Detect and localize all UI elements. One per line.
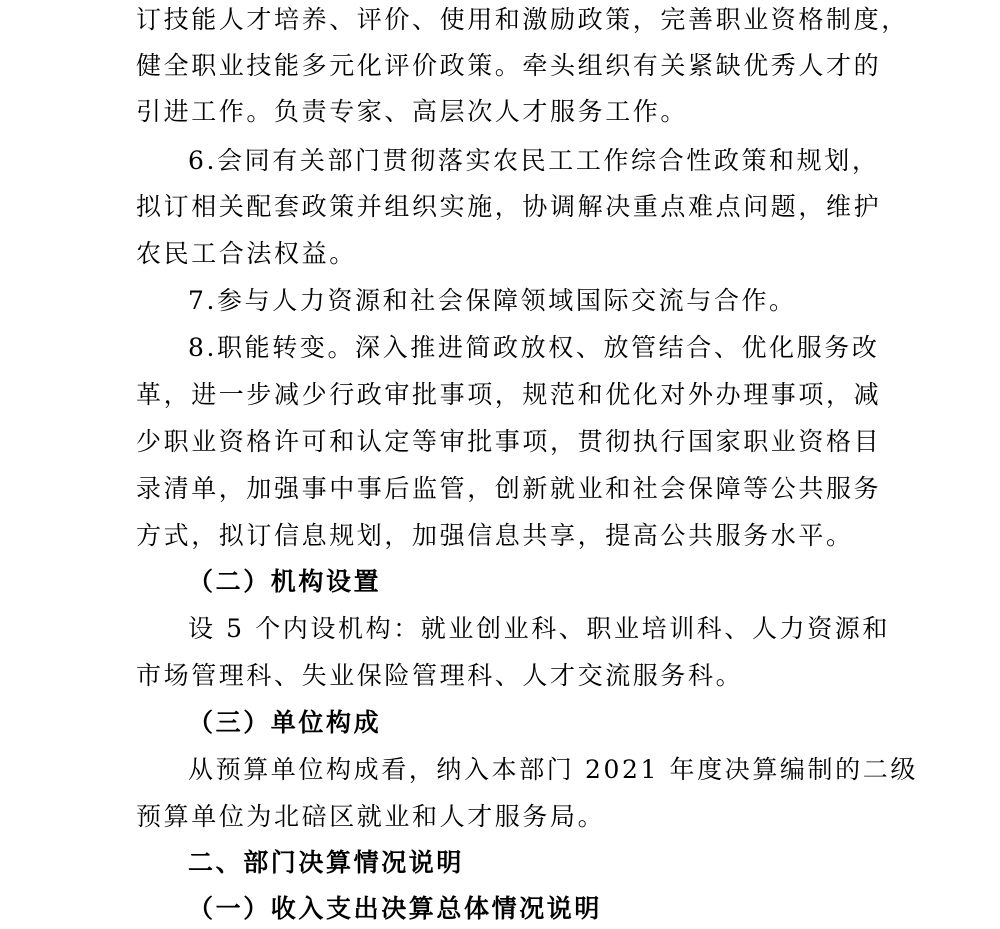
paragraph-line: 农民工合法权益。 [136,239,357,268]
section-subheading: （二）机构设置 [188,567,382,596]
paragraph-line: 从预算单位构成看，纳入本部门 2021 年度决算编制的二级 [188,755,918,784]
paragraph-line: 8.职能转变。深入推进简政放权、放管结合、优化服务改 [188,333,880,362]
paragraph-line: 录清单，加强事中事后监管，创新就业和社会保障等公共服务 [136,474,882,503]
section-heading: 二、部门决算情况说明 [188,848,465,877]
paragraph-line: 市场管理科、失业保险管理科、人才交流服务科。 [136,661,744,690]
paragraph-line: 少职业资格许可和认定等审批事项，贯彻执行国家职业资格目 [136,427,882,456]
paragraph-line: 7.参与人力资源和社会保障领域国际交流与合作。 [188,286,797,315]
paragraph-line: 订技能人才培养、评价、使用和激励政策，完善职业资格制度， [136,5,909,34]
paragraph-line: 引进工作。负责专家、高层次人才服务工作。 [136,97,689,126]
section-subheading: （一）收入支出决算总体情况说明 [188,894,603,923]
paragraph-line: 方式，拟订信息规划，加强信息共享，提高公共服务水平。 [136,521,854,550]
paragraph-line: 健全职业技能多元化评价政策。牵头组织有关紧缺优秀人才的 [136,51,882,80]
section-subheading: （三）单位构成 [188,708,382,737]
paragraph-line: 拟订相关配套政策并组织实施，协调解决重点难点问题，维护 [136,192,882,221]
paragraph-line: 6.会同有关部门贯彻落实农民工工作综合性政策和规划， [188,146,880,175]
paragraph-line: 革，进一步减少行政审批事项，规范和优化对外办理事项，减 [136,380,882,409]
paragraph-line: 设 5 个内设机构：就业创业科、职业培训科、人力资源和 [188,614,891,643]
paragraph-line: 预算单位为北碚区就业和人才服务局。 [136,802,606,831]
